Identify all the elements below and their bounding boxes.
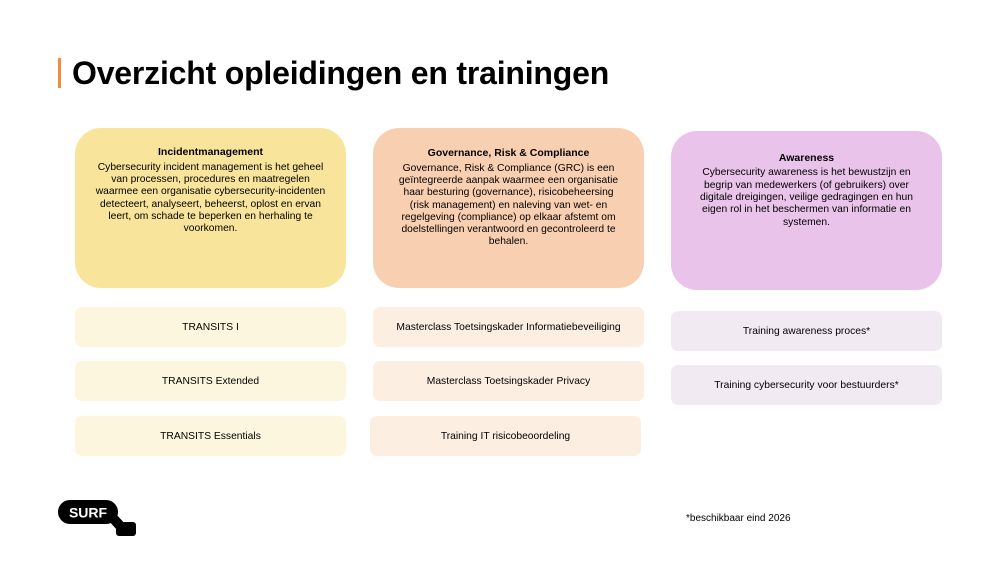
category-title: Awareness [778,152,835,165]
training-item-cybersecurity-bestuurders[interactable] [671,365,942,405]
category-card-awareness [671,131,942,290]
training-label: Training awareness proces* [742,325,871,337]
training-item-transits-extended[interactable] [75,361,346,401]
category-title: Governance, Risk & Compliance [427,147,590,160]
footnote: *beschikbaar eind 2026 [686,513,791,524]
training-label: Masterclass Toetsingskader Privacy [426,375,591,387]
category-description: Cybersecurity incident management is het geheel van processen, procedures en maatregelen waarmee een organisatie cybersecurity-incidenten detecteert, analyseert, beheerst, oplost en ervan leert, om schade te beperken en herhaling te voorkomen. [95,161,326,235]
training-label: Training cybersecurity voor bestuurders* [714,379,899,391]
training-item-transits-i[interactable] [75,307,346,347]
training-item-transits-essentials[interactable] [75,416,346,456]
training-label: TRANSITS I [182,321,239,333]
title-accent-bar [58,58,61,88]
training-item-masterclass-informatiebeveiliging[interactable] [373,307,644,347]
logo-text: SURF [68,504,108,521]
training-item-masterclass-privacy[interactable] [373,361,644,401]
surf-logo [58,497,138,539]
category-title: Incidentmanagement [157,146,264,159]
training-label: TRANSITS Extended [161,375,260,387]
training-item-awareness-proces[interactable] [671,311,942,351]
category-card-incidentmanagement [75,128,346,288]
category-card-grc [373,128,644,288]
training-label: Training IT risicobeoordeling [440,430,571,442]
training-label: Masterclass Toetsingskader Informatiebeveiliging [396,321,621,333]
category-description: Cybersecurity awareness is het bewustzijn en begrip van medewerkers (of gebruikers) over digitale dreigingen, veilige gedragingen en hun eigen rol in het beschermen van informatie en systemen. [700,167,913,228]
training-label: TRANSITS Essentials [160,430,261,442]
page-title: Overzicht opleidingen en trainingen [72,55,610,91]
training-item-it-risicobeoordeling[interactable] [370,416,641,456]
category-description: Governance, Risk & Compliance (GRC) is een geïntegreerde aanpak waarmee een organisatie haar besturing (governance), risicobeheersing (risk management) en naleving van wet- en regelgeving (compliance) op elkaar afstemt om doelstellingen verantwoord en gecontroleerd te behalen. [398,162,619,248]
